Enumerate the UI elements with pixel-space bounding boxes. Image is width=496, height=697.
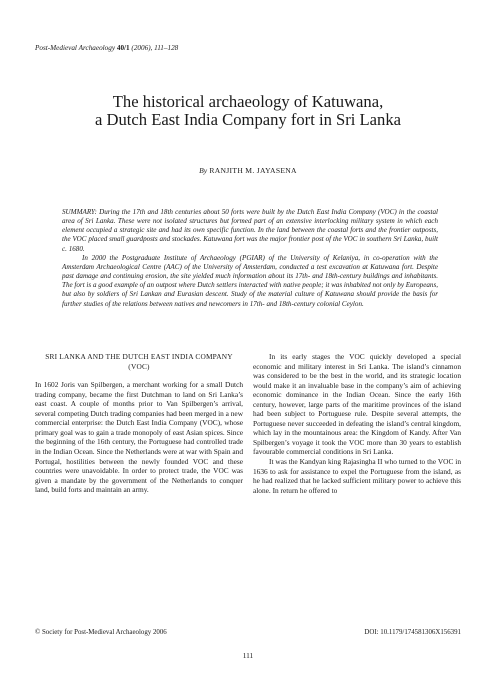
abstract-paragraph-2: In 2000 the Postgraduate Institute of Archaeology (PGIAR) of the University of Kelaniya, in co-operation with the Amsterdam Archaeological Centre (AAC) of the University of Amsterdam, conducted a test excavation at Katuwana fort. Despite past damage and continuing erosion, the site yielded much information about its 17th- and 18th-century buildings and inhabitants. The fort is a good example of an outpost where Dutch settlers interacted with native people; it was inhabited not only by Europeans, but also by soldiers of Sri Lankan and Eurasian descent. Study of the material culture of Katuwana should provide the basis for further studies of the relations between natives and newcomers in 17th- and 18th-century colonial Ceylon. [62, 253, 438, 308]
doi: DOI: 10.1179/174581306X156391 [364, 629, 461, 636]
byline [0, 166, 496, 175]
right-column-paragraph-1: In its early stages the VOC quickly developed a special economic and military interest in Sri Lanka. The island’s cinnamon was considered to be the best in the world, and its strategic location would make it an invaluable base in the company’s aim of achieving economic dominance in the Indian Ocean. Since the early 16th century, however, large parts of the maritime provinces of the island had been subject to Portuguese rule. Despite several attempts, the Portuguese never succeeded in defeating the island’s central kingdom, which lay in the mountainous area: the Kingdom of Kandy. After Van Spilbergen’s voyage it took the VOC more than 30 years to establish favourable commercial conditions in Sri Lanka. [253, 352, 461, 457]
right-column-paragraph-2: It was the Kandyan king Rajasingha II who turned to the VOC in 1636 to ask for assistance to expel the Portuguese from the island, as he had realized that he lacked sufficient military power to achieve this alone. In return he offered to [253, 457, 461, 495]
journal-citation [35, 44, 178, 52]
page-number: 111 [242, 651, 254, 660]
left-column [35, 352, 243, 495]
copyright-notice: © Society for Post-Medieval Archaeology 2006 [35, 629, 167, 636]
byline-by: By [199, 166, 208, 175]
article-title [0, 93, 496, 129]
article-title-line-2: a Dutch East India Company fort in Sri Lanka [95, 110, 401, 129]
abstract-paragraph-1: SUMMARY: During the 17th and 18th centuries about 50 forts were built by the Dutch East India Company (VOC) in the coastal area of Sri Lanka. These were not isolated structures but formed part of an extensive interlocking military system in which each element occupied a strategic site and had its own specific function. In the land between the coastal forts and the frontier outposts, the VOC placed small guardposts and stockades. Katuwana fort was the major frontier post of the VOC in southern Sri Lanka, built c. 1680. [62, 208, 438, 253]
author-name: RANJITH M. JAYASENA [209, 166, 297, 175]
journal-name: Post-Medieval Archaeology [35, 44, 116, 52]
left-column-paragraph-1: In 1602 Joris van Spilbergen, a merchant working for a small Dutch trading company, became the first Dutchman to land on Sri Lanka’s east coast. A couple of months prior to Van Spilbergen’s arrival, several competing Dutch trading companies had been merged in a new commercial enterprise: the Dutch East India Company (VOC), whose primary goal was to gain a trade monopoly of east Asian spices. Since the beginning of the 16th century, the Portuguese had controlled trade in the Indian Ocean. Since the Netherlands were at war with Spain and Portugal, hostilities between the newly founded VOC and these countries were unavoidable. In order to protect trade, the VOC was given a mandate by the government of the Netherlands to conquer land, build forts and maintain an army. [35, 380, 243, 495]
journal-volume: 40/1 [116, 44, 130, 52]
journal-year-pages: (2006), 111–128 [131, 44, 179, 52]
right-column [253, 352, 461, 495]
abstract [62, 208, 438, 309]
section-heading: SRI LANKA AND THE DUTCH EAST INDIA COMPANY (VOC) [45, 352, 233, 371]
article-title-line-1: The historical archaeology of Katuwana, [112, 92, 384, 111]
